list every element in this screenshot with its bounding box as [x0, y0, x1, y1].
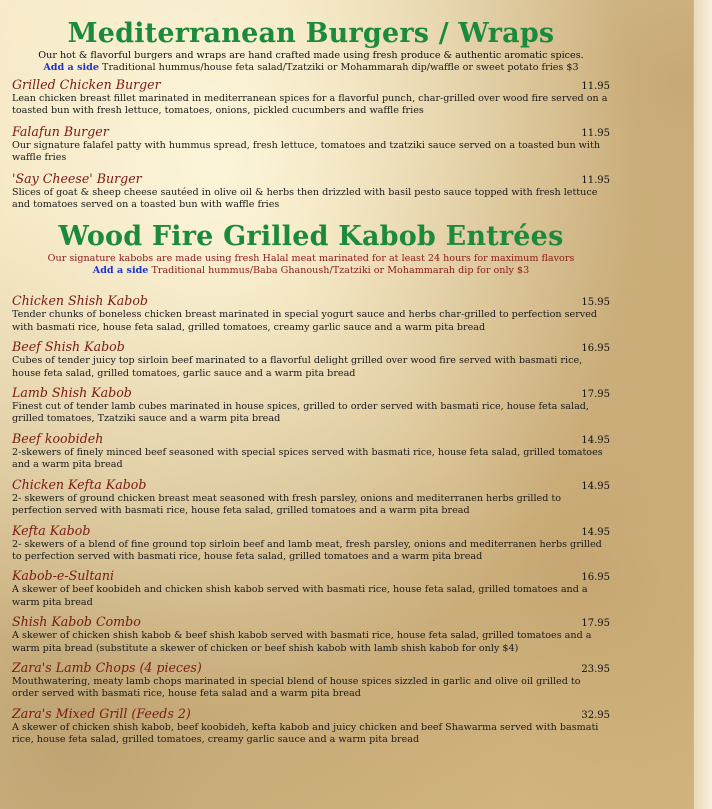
item-desc: Finest cut of tender lamb cubes marinated in house spices, grilled to order served with basmati rice, house feta salad, grilled tomatoes, Tzatziki sauce and a warm pita bread — [12, 401, 589, 425]
item-price: 17.95 — [581, 618, 610, 630]
burgers-add-label: Add a side — [43, 62, 99, 73]
kabobs-add-side — [12, 265, 610, 277]
menu-page — [12, 18, 610, 747]
item-name: Falafun Burger — [12, 123, 109, 139]
list-item — [12, 660, 610, 701]
item-desc: A skewer of beef koobideh and chicken shish kabob served with basmati rice, house feta salad, grilled tomatoes and a warm pita bread — [12, 584, 588, 608]
item-desc: Lean chicken breast fillet marinated in mediterranean spices for a flavorful punch, char-grilled over wood fire served on a toasted bun with fresh lettuce, tomatoes, onions, pickled cucumbers and waffle fries — [12, 93, 608, 117]
list-item — [12, 124, 610, 165]
kabobs-title: Wood Fire Grilled Kabob Entrées — [58, 221, 564, 253]
list-item — [12, 523, 610, 564]
list-item — [12, 568, 610, 609]
item-desc: Slices of goat & sheep cheese sautéed in olive oil & herbs then drizzled with basil pesto sauce topped with fresh lettuce and tomatoes served on a toasted bun with waffle fries — [12, 186, 598, 211]
item-name: Zara's Mixed Grill (Feeds 2) — [12, 705, 191, 721]
item-name: Grilled Chicken Burger — [12, 77, 161, 92]
item-price: 16.95 — [581, 343, 610, 355]
item-price: 14.95 — [581, 526, 610, 538]
item-desc: Cubes of tender juicy top sirloin beef marinated to a flavorful delight grilled over wood fire served with basmati rice, house feta salad, grilled tomatoes, garlic sauce and a warm pita bread — [12, 355, 583, 379]
item-name: Kefta Kabob — [12, 522, 91, 538]
item-desc: Our signature falafel patty with hummus spread, fresh lettuce, tomatoes and tzatziki sauce served on a toasted bun with waffle fries — [12, 139, 601, 164]
item-desc: 2-skewers of finely minced beef seasoned with special spices served with basmati rice, house feta salad, grilled tomatoes and a warm pita bread — [12, 446, 603, 471]
item-name: Lamb Shish Kabob — [12, 385, 132, 401]
item-price: 17.95 — [581, 389, 610, 401]
item-name: Shish Kabob Combo — [12, 614, 141, 630]
item-desc: 2- skewers of ground chicken breast meat seasoned with fresh parsley, onions and mediterranen herbs grilled to perfection served with basmati rice, house feta salad, grilled tomatoes and a warm pita bread — [12, 492, 562, 517]
list-item — [12, 77, 610, 118]
burgers-title: Mediterranean Burgers / Wraps — [67, 18, 555, 49]
item-price: 11.95 — [581, 81, 610, 92]
page-edge — [693, 0, 712, 809]
item-price: 11.95 — [581, 174, 610, 186]
list-item — [12, 171, 610, 212]
list-item — [12, 293, 610, 334]
list-item — [12, 477, 610, 518]
burgers-intro: Our hot & flavorful burgers and wraps are hand crafted made using fresh produce & authentic aromatic spices. — [38, 50, 584, 61]
item-desc: A skewer of chicken shish kabob & beef shish kabob served with basmati rice, house feta salad, grilled tomatoes and a warm pita bread (substitute a skewer of chicken or beef shish kabob with lamb shish kabob for only $4) — [12, 630, 592, 654]
burgers-add-side — [12, 62, 610, 74]
kabobs-intro: Our signature kabobs are made using fresh Halal meat marinated for at least 24 hours for maximum flavors — [47, 253, 575, 265]
item-name: Chicken Shish Kabob — [12, 293, 148, 309]
item-price: 23.95 — [581, 663, 610, 675]
list-item — [12, 431, 610, 472]
item-desc: Tender chunks of boneless chicken breast marinated in special yogurt sauce and herbs char-grilled to perfection served with basmati rice, house feta salad, grilled tomatoes, creamy garlic sauce and a warm pita bread — [12, 309, 598, 333]
kabobs-add-label: Add a side — [92, 265, 149, 277]
item-price: 16.95 — [581, 572, 610, 584]
item-name: Chicken Kefta Kabob — [12, 476, 147, 492]
list-item — [12, 706, 610, 747]
kabobs-list — [12, 293, 610, 746]
item-name: Beef Shish Kabob — [12, 339, 125, 355]
burgers-add-text: Traditional hummus/house feta salad/Tzatziki or Mohammarah dip/waffle or sweet potato fries $3 — [102, 62, 579, 73]
kabobs-add-text: Traditional hummus/Baba Ghanoush/Tzatziki or Mohammarah dip for only $3 — [151, 265, 530, 277]
item-name: 'Say Cheese' Burger — [12, 170, 142, 186]
item-name: Zara's Lamb Chops (4 pieces) — [12, 659, 202, 675]
item-price: 15.95 — [581, 297, 610, 309]
item-desc: A skewer of chicken shish kabob, beef koobideh, kefta kabob and juicy chicken and beef Shawarma served with basmati rice, house feta salad, grilled tomatoes, creamy garlic sauce and a warm pita bread — [12, 721, 599, 746]
item-desc: Mouthwatering, meaty lamb chops marinated in special blend of house spices sizzled in garlic and olive oil grilled to order served with basmati rice, house feta salad and a warm pita bread — [12, 675, 581, 700]
item-name: Beef koobideh — [12, 430, 104, 446]
item-price: 32.95 — [581, 709, 610, 721]
list-item — [12, 339, 610, 380]
list-item — [12, 614, 610, 655]
burgers-list — [12, 77, 610, 211]
item-name: Kabob-e-Sultani — [12, 568, 115, 584]
item-price: 11.95 — [581, 127, 610, 139]
item-price: 14.95 — [581, 434, 610, 446]
item-price: 14.95 — [581, 480, 610, 492]
item-desc: 2- skewers of a blend of fine ground top sirloin beef and lamb meat, fresh parsley, onions and mediterranen herbs grilled to perfection served with basmati rice, house feta salad, grilled tomatoes and a warm pita bread — [12, 538, 602, 562]
list-item — [12, 385, 610, 426]
